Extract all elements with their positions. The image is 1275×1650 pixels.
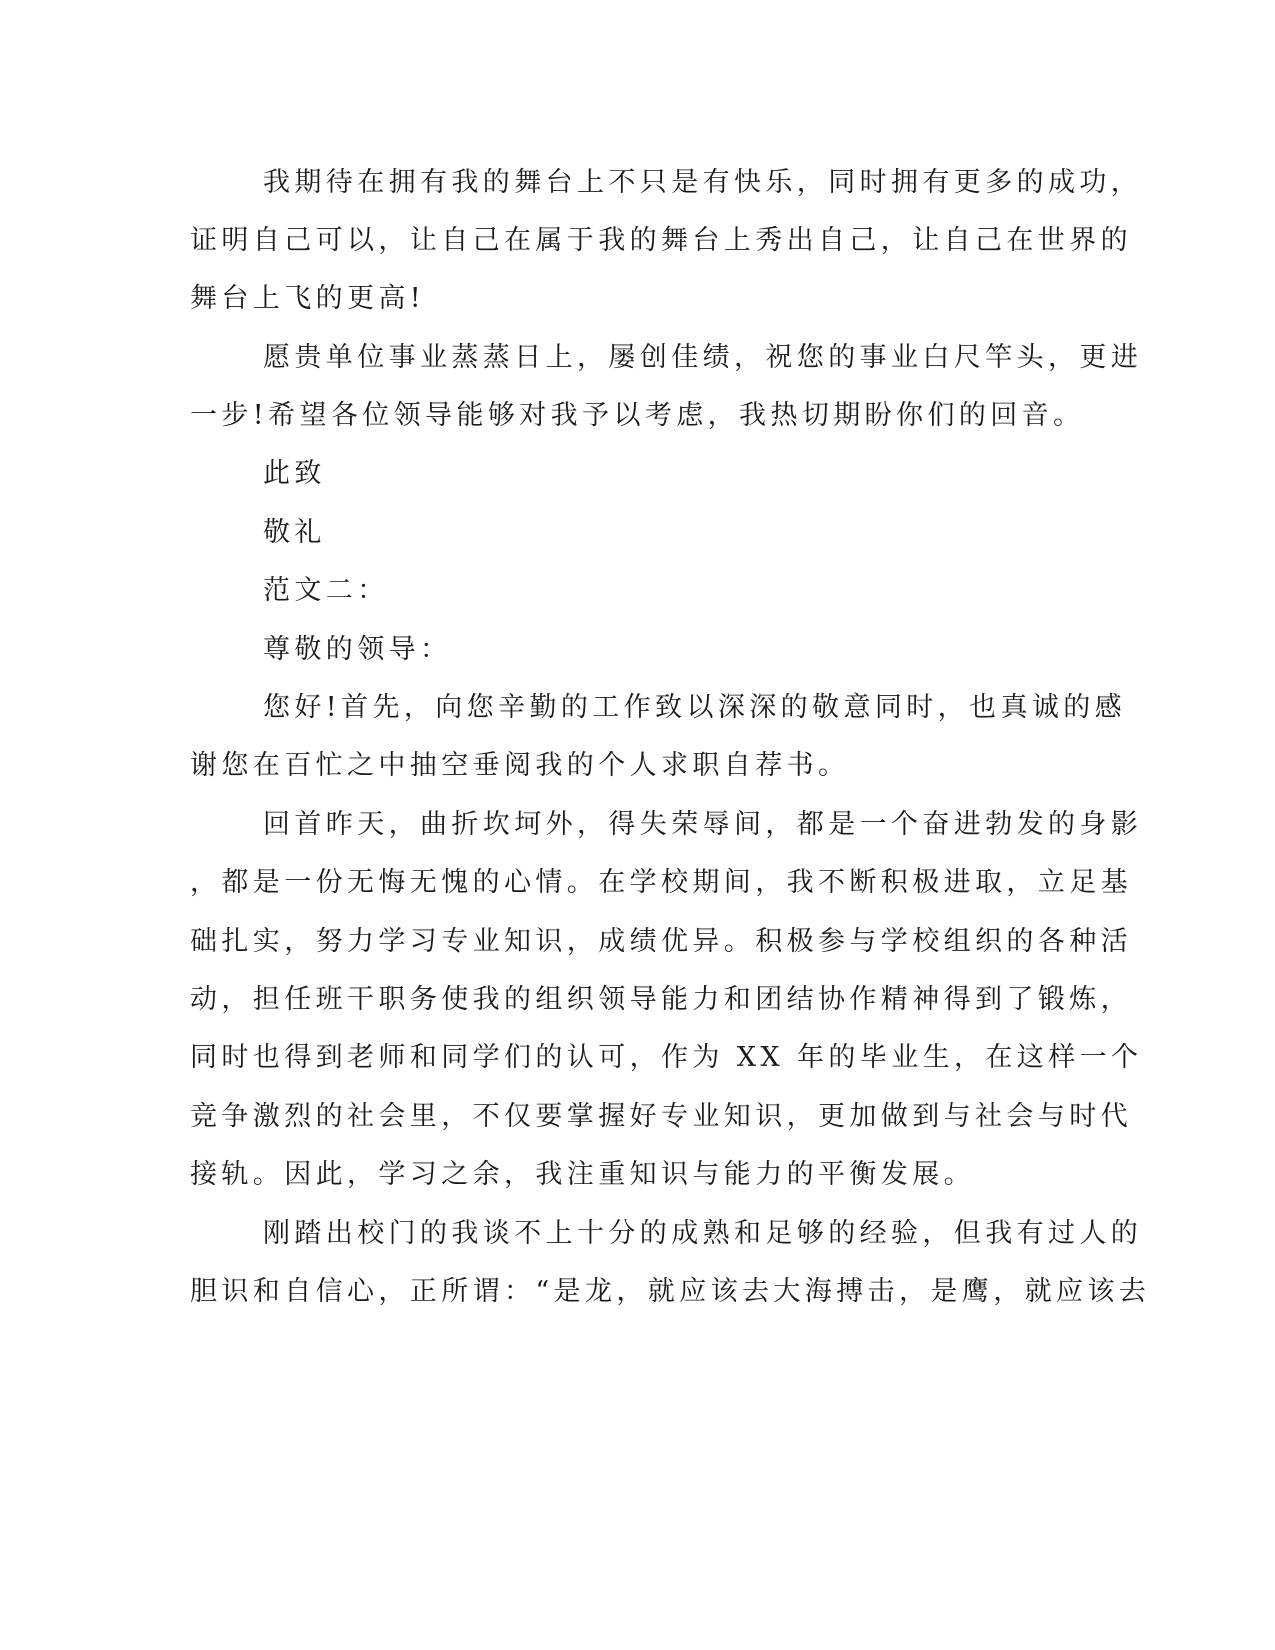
paragraph-line: 您好!首先，向您辛勤的工作致以深深的敬意同时，也真诚的感 xyxy=(263,692,1127,723)
paragraph-line: 刚踏出校门的我谈不上十分的成熟和足够的经验，但我有过人的 xyxy=(263,1218,1143,1249)
paragraph-line: 一步!希望各位领导能够对我予以考虑，我热切期盼你们的回音。 xyxy=(190,400,1085,431)
paragraph-line: 胆识和自信心，正所谓：“是龙，就应该去大海搏击，是鹰，就应该去 xyxy=(190,1276,1151,1307)
paragraph-line: 竞争激烈的社会里，不仅要掌握好专业知识，更加做到与社会与时代 xyxy=(190,1101,1132,1132)
paragraph-line: 我期待在拥有我的舞台上不只是有快乐，同时拥有更多的成功， xyxy=(263,167,1143,198)
paragraph-line: 回首昨天，曲折坎坷外，得失荣辱间，都是一个奋进勃发的身影 xyxy=(263,809,1143,840)
closing-line: 敬礼 xyxy=(263,517,326,548)
paragraph-line: 础扎实，努力学习专业知识，成绩优异。积极参与学校组织的各种活 xyxy=(190,926,1132,957)
paragraph-line: 证明自己可以，让自己在属于我的舞台上秀出自己，让自己在世界的 xyxy=(190,225,1132,256)
closing-line: 此致 xyxy=(263,458,326,489)
paragraph-line: ，都是一份无悔无愧的心情。在学校期间，我不断积极进取，立足基 xyxy=(190,867,1132,898)
paragraph-line: 同时也得到老师和同学们的认可，作为 XX 年的毕业生，在这样一个 xyxy=(190,1042,1143,1073)
paragraph-line: 动，担任班干职务使我的组织领导能力和团结协作精神得到了锻炼， xyxy=(190,984,1132,1015)
salutation-line: 尊敬的领导： xyxy=(263,634,452,665)
paragraph-line: 接轨。因此，学习之余，我注重知识与能力的平衡发展。 xyxy=(190,1159,975,1190)
paragraph-line: 愿贵单位事业蒸蒸日上，屡创佳绩，祝您的事业白尺竿头，更进 xyxy=(263,342,1143,373)
paragraph-line: 谢您在百忙之中抽空垂阅我的个人求职自荐书。 xyxy=(190,750,850,781)
section-heading: 范文二： xyxy=(263,575,389,606)
paragraph-line: 舞台上飞的更高! xyxy=(190,283,426,314)
